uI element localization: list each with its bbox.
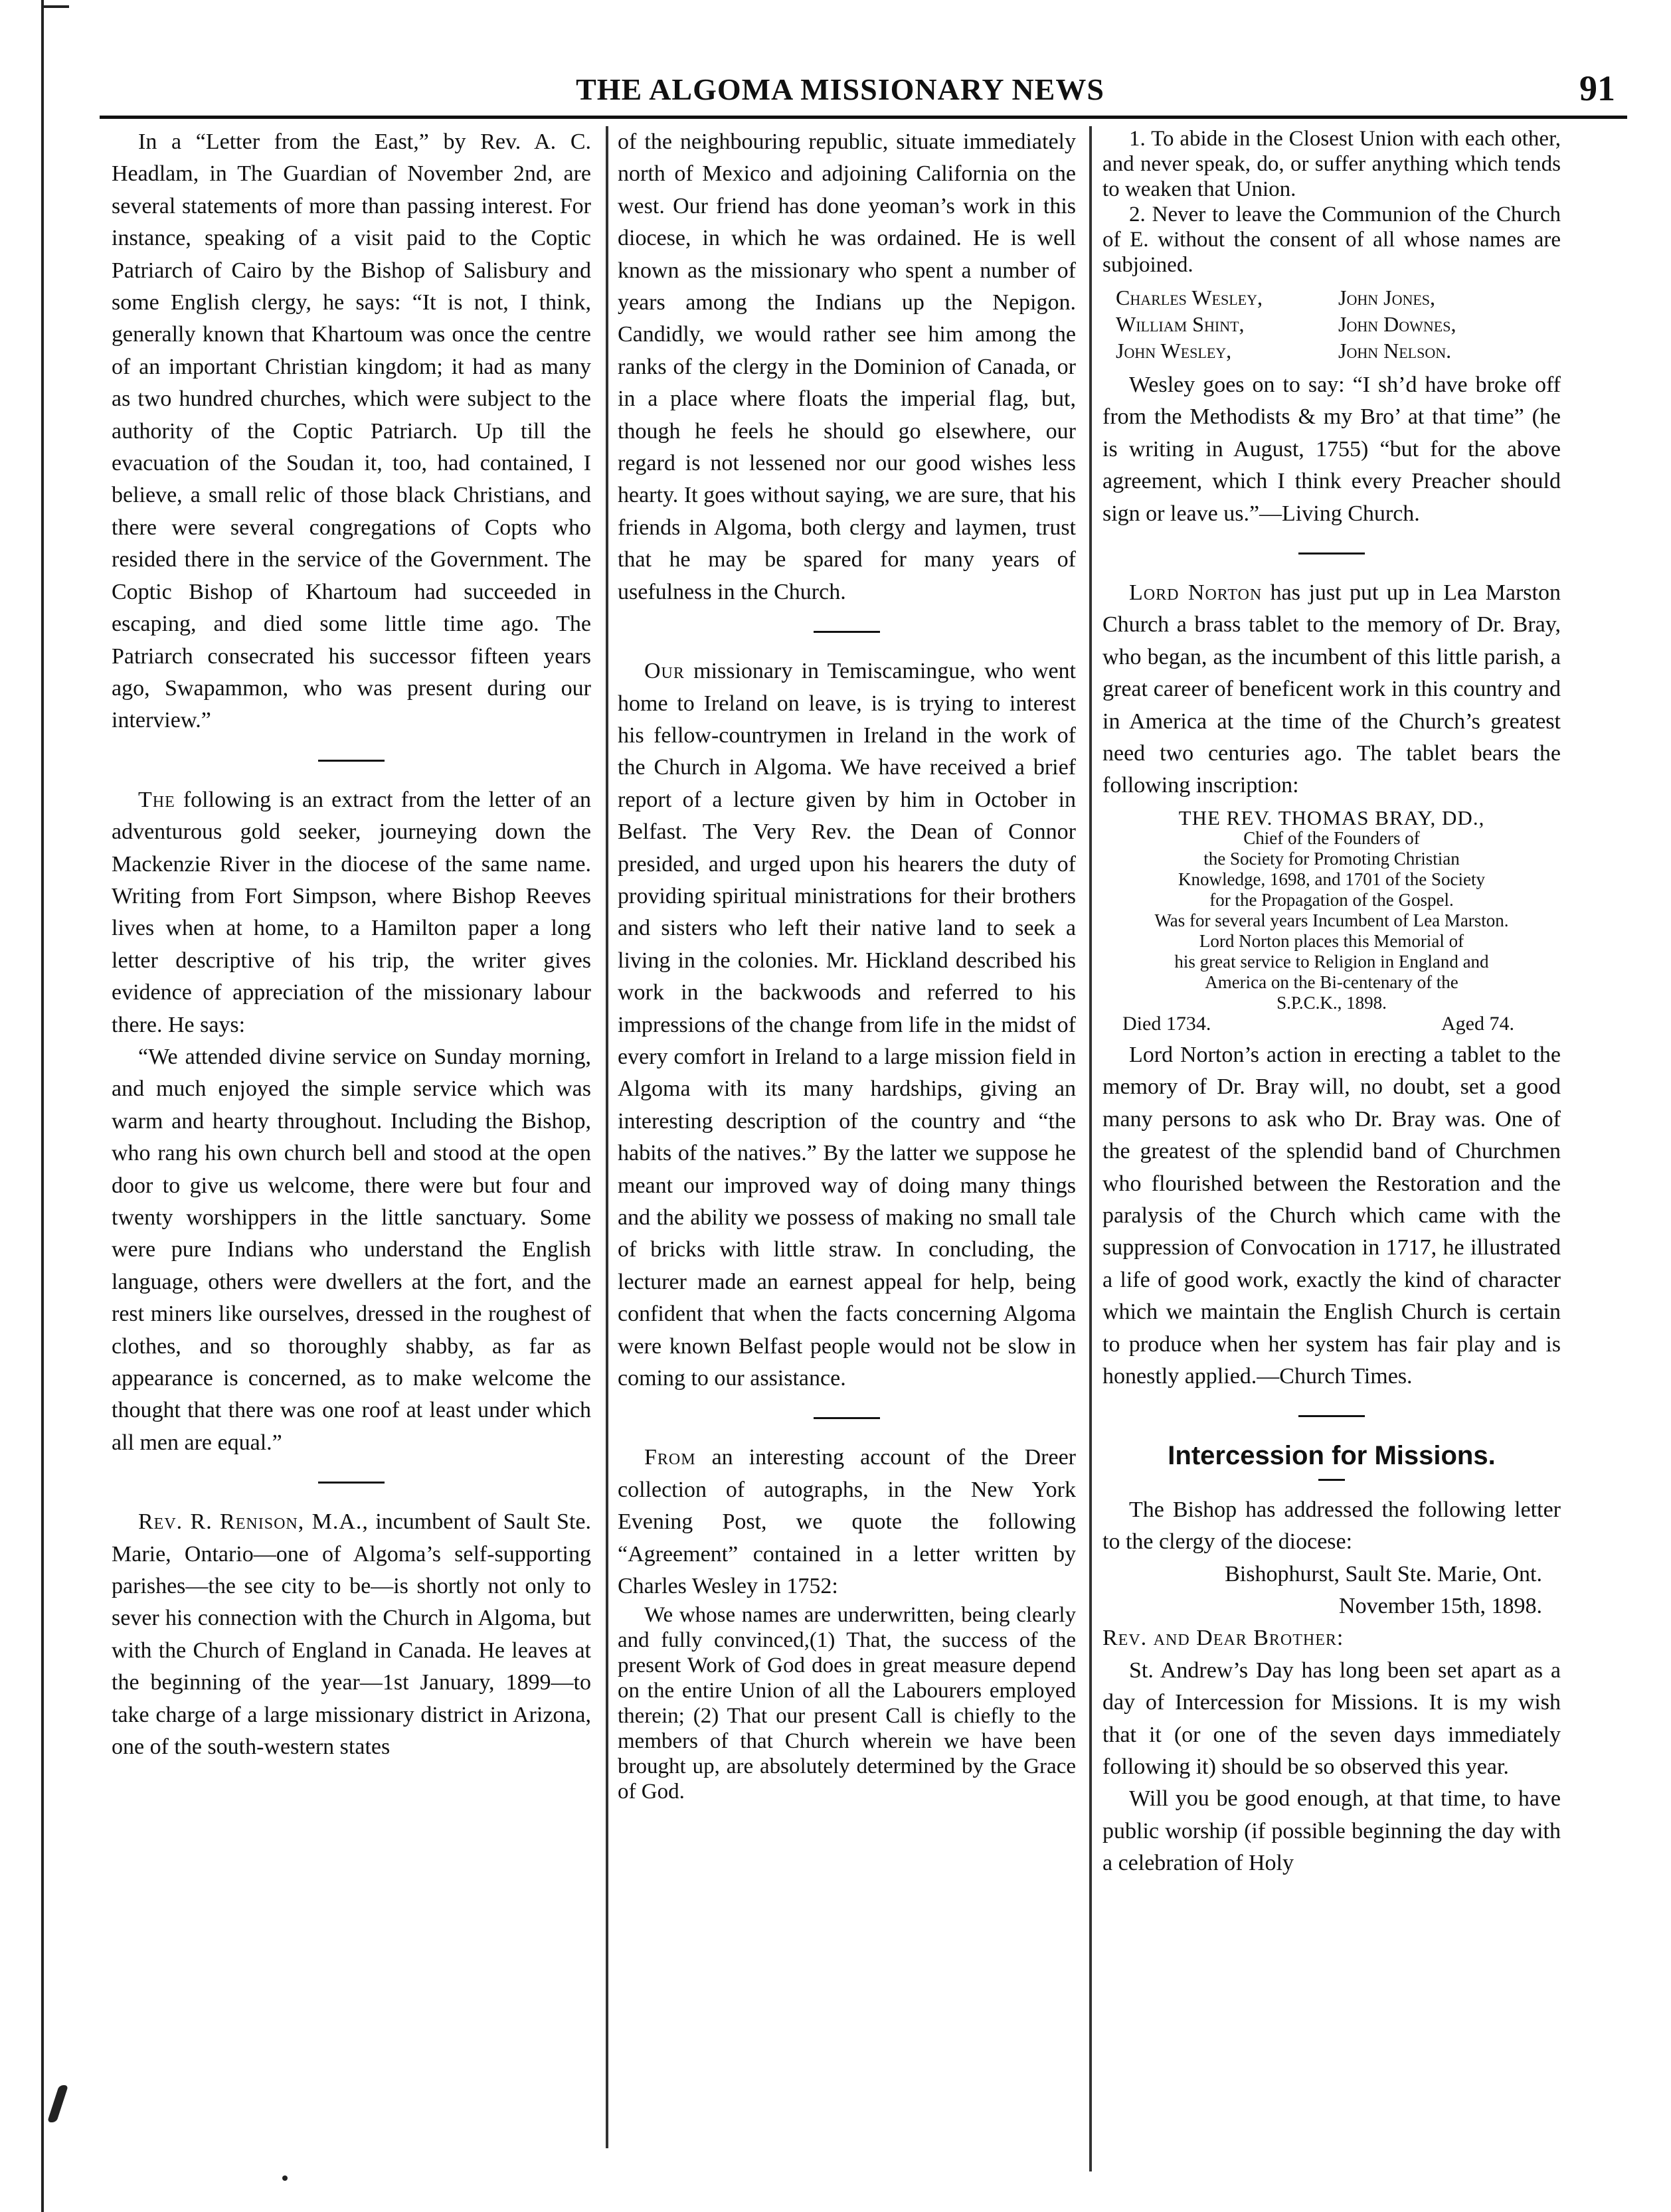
signatory: John Nelson.	[1338, 339, 1452, 363]
article-wesley: Wesley goes on to say: “I sh’d have broke off from the Methodists & my Bro’ at that time” (he is writing in August, 1755) “but for the above agreement, which I think every Preacher should sign or leave us.”—Living Church.	[1102, 373, 1561, 526]
inscription-line: Was for several years Incumbent of Lea Marston.	[1154, 910, 1509, 930]
article-headlam: In a “Letter from the East,” by Rev. A. C. Headlam, in The Guardian of November 2nd, are several statements of more than passing interest. For instance, speaking of a visit paid to the Coptic Patriarch of Cairo by the Bishop of Salisbury and some English clergy, he says: “It is not, I think, generally known that Khartoum was once the centre of an important Christian kingdom; it had as many as two hundred churches, which were subject to the authority of the Coptic Patriarch. Up till the evacuation of the Soudan it, too, had contained, I believe, a small relic of those black Christians, and there were several congregations of Copts who resided there in the service of the Government. The Coptic Bishop of Khartoum had succeeded in escaping, and died some little time ago. The Patriarch consecrated his successor fifteen years ago, Swapammon, who was present during our interview.”	[112, 129, 591, 733]
article-text: has just put up in Lea Marston Church a brass tablet to the memory of Dr. Bray, who began, as the incumbent of this little parish, a great career of beneficent work in this country and in America at the time of the Church’s greatest need two centuries ago. The tablet bears the following inscription:	[1102, 580, 1561, 798]
agreement-item-2: 2. Never to leave the Communion of the Church of E. without the consent of all whose names are subjoined.	[1102, 203, 1561, 277]
signatory: John Jones,	[1338, 286, 1436, 309]
inscription-name: THE REV. THOMAS BRAY, DD.,	[1178, 806, 1485, 829]
column-rule-2	[1089, 126, 1092, 2171]
inscription-line: for the Propagation of the Gospel.	[1209, 889, 1454, 910]
separator	[318, 760, 385, 762]
inscription-line: S.P.C.K., 1898.	[1276, 992, 1387, 1013]
separator	[318, 1482, 385, 1484]
left-margin-rule	[41, 0, 44, 2212]
ink-mark	[47, 2085, 68, 2122]
separator	[814, 1417, 880, 1419]
page-header	[53, 68, 1627, 118]
page-title: THE ALGOMA MISSIONARY NEWS	[576, 72, 1104, 106]
column-1	[112, 126, 591, 1764]
letter-address: Bishophurst, Sault Ste. Marie, Ont.	[1225, 1561, 1542, 1586]
agreement-quote: We whose names are underwritten, being clearly and fully convinced,(1) That, the success of the present Work of God does in great measure depend on the entire Union of all the Labourers employed therein; (2) That our present Call is chiefly to the members of that Church wherein we have been brought up, are absolutely determined by the Grace of God.	[618, 1603, 1076, 1804]
corner-mark	[41, 5, 69, 8]
inscription-footer	[1102, 1013, 1561, 1034]
signatory: John Downes,	[1338, 312, 1456, 336]
letter-body: St. Andrew’s Day has long been set apart as a day of Intercession for Missions. It is my wish that it (or one of the seven days immediately following it) should be so observed this year.	[1102, 1658, 1561, 1779]
inscription-line: Knowledge, 1698, and 1701 of the Society	[1178, 869, 1485, 889]
letter-body: Will you be good enough, at that time, to have public worship (if possible beginning the day with a celebration of Holy	[1102, 1786, 1561, 1876]
article-renison	[112, 1506, 591, 1763]
article-renison-cont: of the neighbouring republic, situate immediately north of Mexico and adjoining California on the west. Our friend has done yeoman’s work in this diocese, in which he was ordained. He is well known as the missionary who spent a number of years among the Indians up the Nepigon. Candidly, we would rather see him among the ranks of the clergy in the Dominion of Canada, or in a place where floats the imperial flag, but, though he feels he should go elsewhere, our regard is not lessened nor our good wishes less hearty. It goes without saying, we are sure, that his friends in Algoma, both clergy and laymen, trust that he may be spared for many years of usefulness in the Church.	[618, 129, 1076, 604]
inscription-line: America on the Bi-centenary of the	[1205, 972, 1458, 992]
lead-word: Our	[644, 659, 685, 684]
lead-name: Lord Norton	[1129, 580, 1263, 606]
inscription-died: Died 1734.	[1122, 1012, 1211, 1035]
letter-salutation: Rev. and Dear Brother:	[1102, 1626, 1344, 1651]
tablet-inscription	[1102, 808, 1561, 1034]
inscription-line: Chief of the Founders of	[1243, 827, 1420, 848]
article-bray: Lord Norton’s action in erecting a tablet to the memory of Dr. Bray will, no doubt, set a good many persons to ask who Dr. Bray was. One of the greatest of the splendid band of Churchmen who flourished between the Restoration and the paralysis of the Church which came with the suppression of Convocation in 1717, he illustrated a life of good work, exactly the kind of character which we maintain the English Church is certain to produce when her system has fair play and is honestly applied.—Church Times.	[1102, 1042, 1561, 1389]
article-temiscamingue	[618, 655, 1076, 1395]
article-intercession: The Bishop has addressed the following letter to the clergy of the diocese:	[1102, 1497, 1561, 1555]
column-3	[1102, 126, 1561, 1880]
column-rule-1	[606, 126, 608, 2148]
signatories	[1116, 284, 1561, 364]
inscription-aged: Aged 74.	[1441, 1012, 1514, 1035]
article-gold-seeker	[112, 784, 591, 1041]
header-rule	[100, 116, 1627, 119]
signatory: Charles Wesley,	[1116, 286, 1263, 309]
separator	[1298, 1415, 1365, 1417]
column-2	[618, 126, 1076, 1804]
section-title: Intercession for Missions.	[1168, 1441, 1496, 1471]
article-text: an interesting account of the Dreer collection of autographs, in the New York Evening Post, we quote the following “Agreement” contained in a letter written by Charles Wesley in 1752:	[618, 1445, 1076, 1599]
ink-dot	[282, 2175, 288, 2181]
article-norton	[1102, 577, 1561, 802]
inscription-line: the Society for Promoting Christian	[1203, 848, 1460, 869]
article-dreer	[618, 1442, 1076, 1602]
signatory: John Wesley,	[1116, 339, 1232, 363]
agreement-item-1: 1. To abide in the Closest Union with each other, and never speak, do, or suffer anything which tends to weaken that Union.	[1102, 127, 1561, 201]
separator	[814, 631, 880, 633]
letter-date: November 15th, 1898.	[1339, 1593, 1542, 1618]
page-number: 91	[1579, 68, 1615, 108]
inscription-line: his great service to Religion in England and	[1174, 951, 1489, 972]
separator	[1298, 553, 1365, 554]
article-gold-seeker-quote: “We attended divine service on Sunday morning, and much enjoyed the simple service which was warm and hearty throughout. Including the Bishop, who rang his own church bell and stood at the open door to give us welcome, there were but four and twenty worshippers in the little sanctuary. Some were pure Indians who understand the English language, others were dwellers at the fort, and the rest miners like ourselves, dressed in the roughest of clothes, and so thoroughly shabby, as far as appearance is concerned, as to make welcome the thought that there was one roof at least under which all men are equal.”	[112, 1044, 591, 1455]
lead-name: Rev. R. Renison, M.A.,	[138, 1509, 369, 1535]
inscription-line: Lord Norton places this Memorial of	[1199, 930, 1464, 951]
signatory: William Shint,	[1116, 312, 1245, 336]
separator	[1318, 1479, 1345, 1481]
article-text: incumbent of Sault Ste. Marie, Ontario—one of Algoma’s self-supporting parishes—the see city to be—is shortly not only to sever his connection with the Church in Algoma, but with the Church of England in Canada. He leaves at the beginning of the year—1st January, 1899—to take charge of a large missionary district in Arizona, one of the south-western states	[112, 1509, 592, 1760]
lead-word: The	[138, 787, 175, 812]
lead-word: From	[644, 1445, 696, 1470]
article-text: following is an extract from the letter of an adventurous gold seeker, journeying down the Mackenzie River in the diocese of the same name. Writing from Fort Simpson, where Bishop Reeves lives when at home, to a Hamilton paper a long letter descriptive of his trip, the writer gives evidence of appreciation of the missionary labour there. He says:	[112, 787, 591, 1037]
article-text: missionary in Temiscamingue, who went home to Ireland on leave, is is trying to interest his fellow-countrymen in Ireland in the work of the Church in Algoma. We have received a brief report of a lecture given by him in October in Belfast. The Very Rev. the Dean of Connor presided, and urged upon his hearers the duty of providing spiritual ministrations for their brothers and sisters who left their native land to seek a living in the colonies. Mr. Hickland described his work in the backwoods and referred to his impressions of the change from life in the midst of every comfort in Ireland to a large mission field in Algoma with its many hardships, giving an interesting description of the country and “the habits of the natives.” By the latter we suppose he meant our improved way of doing many things and the ability we possess of making no small tale of bricks with little straw. In concluding, the lecturer made an earnest appeal for help, being confident that when the facts concerning Algoma were known Belfast people would not be slow in coming to our assistance.	[618, 659, 1076, 1391]
